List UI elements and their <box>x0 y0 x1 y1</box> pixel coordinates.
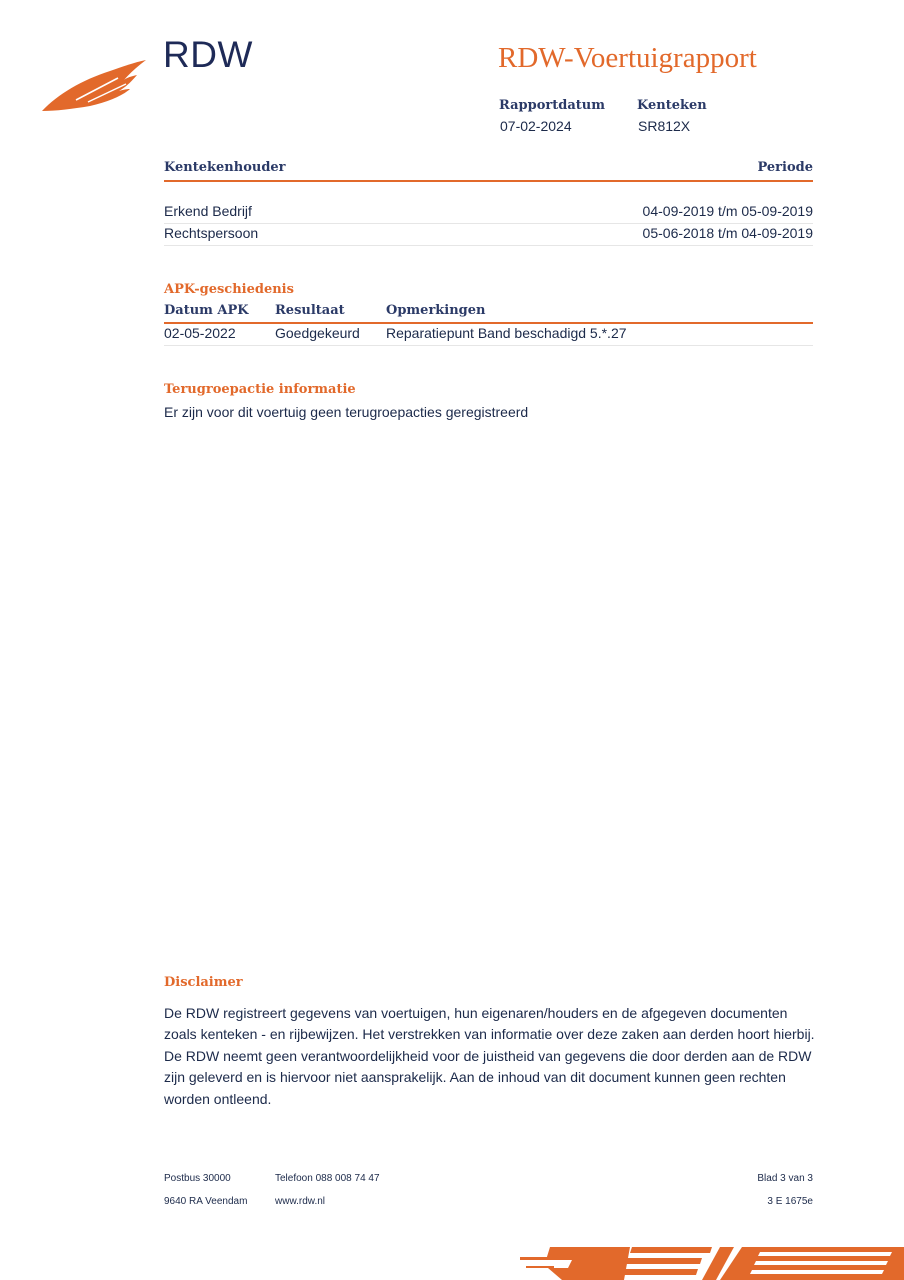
period-column-header: Periode <box>757 160 813 175</box>
recall-text: Er zijn voor dit voertuig geen terugroepacties geregistreerd <box>164 404 529 420</box>
holder-column-header: Kentekenhouder <box>164 160 286 175</box>
holder-row-1-holder: Erkend Bedrijf <box>164 203 252 219</box>
footer-website-link[interactable]: www.rdw.nl <box>275 1196 326 1207</box>
apk-date-column-header: Datum APK <box>164 303 249 318</box>
report-date-label: Rapportdatum <box>499 98 605 113</box>
holder-row-2-holder: Rechtspersoon <box>164 225 259 241</box>
rdw-logo-text: RDW <box>163 34 253 75</box>
holder-row-1-period: 04-09-2019 t/m 05-09-2019 <box>642 203 813 219</box>
report-title: RDW-Voertuigrapport <box>498 42 757 74</box>
apk-result-column-header: Resultaat <box>275 303 345 318</box>
holders-row-divider <box>164 223 813 224</box>
recall-section-title: Terugroepactie informatie <box>164 382 356 397</box>
report-date-value: 07-02-2024 <box>500 118 572 134</box>
plate-value: SR812X <box>638 118 691 134</box>
disclaimer-text: De RDW registreert gegevens van voertuigen, hun eigenaren/houders en de afgegeven documenten zoals kenteken - en rijbewijzen. Het verstrekken van informatie over deze zaken aan derden hoort hierbij. De RDW neemt geen verantwoordelijkheid voor de juistheid van gegevens die door derden aan de RDW zijn geleverd en is hiervoor niet aansprakelijk. Aan de inhoud van dit document kunnen geen rechten worden ontleend. <box>164 1005 815 1107</box>
apk-header-rule <box>164 322 813 324</box>
holders-bottom-divider <box>164 245 813 246</box>
apk-row-1-result: Goedgekeurd <box>275 325 360 341</box>
apk-remarks-column-header: Opmerkingen <box>386 303 486 318</box>
apk-row-1-date: 02-05-2022 <box>164 325 236 341</box>
footer-postbus: Postbus 30000 <box>164 1173 231 1184</box>
disclaimer-title: Disclaimer <box>164 975 243 990</box>
footer-stripes-icon <box>520 1244 904 1280</box>
plate-label: Kenteken <box>637 98 707 113</box>
footer-page-number: Blad 3 van 3 <box>757 1173 813 1184</box>
holders-header-rule <box>164 180 813 182</box>
apk-bottom-divider <box>164 345 813 346</box>
rdw-logo-icon <box>40 56 148 116</box>
apk-section-title: APK-geschiedenis <box>164 282 294 297</box>
footer-city: 9640 RA Veendam <box>164 1196 248 1207</box>
footer-document-code: 3 E 1675e <box>767 1196 813 1207</box>
holder-row-2-period: 05-06-2018 t/m 04-09-2019 <box>642 225 813 241</box>
footer-phone: Telefoon 088 008 74 47 <box>275 1173 380 1184</box>
apk-row-1-remarks: Reparatiepunt Band beschadigd 5.*.27 <box>386 325 627 341</box>
